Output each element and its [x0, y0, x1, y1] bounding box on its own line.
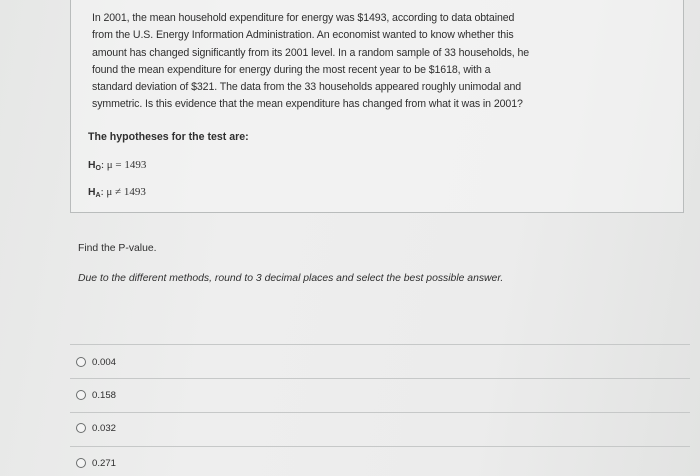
answer-option-4[interactable] [76, 455, 116, 471]
null-statement: : μ = 1493 [100, 159, 147, 171]
divider [70, 378, 690, 379]
answer-option-3[interactable] [76, 420, 116, 436]
answer-option-2[interactable] [76, 387, 116, 403]
alt-subscript: A [95, 192, 101, 199]
question-text [92, 10, 652, 114]
question-line: symmetric. Is this evidence that the mean expenditure has changed from what it was in 2001? [92, 98, 523, 111]
question-line: from the U.S. Energy Information Administration. An economist wanted to know whether this [92, 29, 514, 42]
null-hypothesis [88, 159, 146, 172]
divider [70, 412, 690, 413]
hypotheses-label: The hypotheses for the test are: [88, 131, 249, 143]
question-line: In 2001, the mean household expenditure for energy was $1493, according to data obtained [92, 12, 515, 24]
question-line: found the mean expenditure for energy during the most recent year to be $1618, with a [92, 63, 491, 76]
radio-button[interactable] [76, 423, 86, 433]
alt-statement: : μ ≠ 1493 [100, 186, 146, 198]
divider [70, 344, 690, 345]
rounding-instructions: Due to the different methods, round to 3 decimal places and select the best possible answer. [78, 273, 504, 284]
divider [70, 446, 690, 447]
find-prompt: Find the P-value. [78, 243, 157, 254]
option-label: 0.032 [92, 422, 117, 434]
question-line: standard deviation of $321. The data from the 33 households appeared roughly unimodal and [92, 81, 522, 94]
answer-option-1[interactable] [76, 354, 116, 370]
option-label: 0.004 [92, 356, 117, 368]
null-subscript: O [95, 165, 101, 172]
question-line: amount has changed significantly from its 2001 level. In a random sample of 33 households, he [92, 46, 530, 59]
option-label: 0.271 [92, 457, 117, 469]
radio-button[interactable] [76, 390, 86, 400]
null-symbol: H [88, 160, 96, 171]
option-label: 0.158 [92, 389, 117, 401]
alt-symbol: H [88, 187, 96, 198]
radio-button[interactable] [76, 357, 86, 367]
alternative-hypothesis [88, 186, 146, 199]
radio-button[interactable] [76, 458, 86, 468]
